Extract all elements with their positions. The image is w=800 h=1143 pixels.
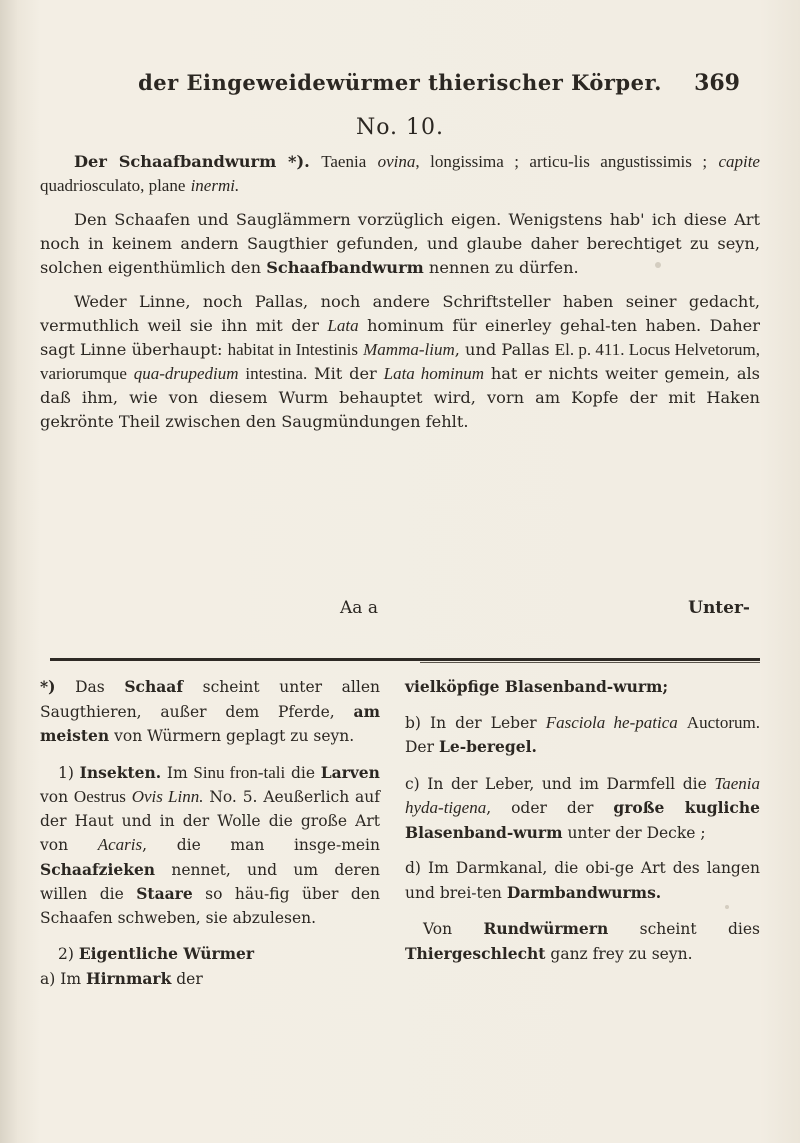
diagnosis-inermi: inermi. <box>190 176 240 195</box>
page-number: 369 <box>694 70 740 96</box>
closing-von: Von <box>423 920 453 938</box>
item-1-text-d: die <box>290 763 315 782</box>
thiergeschlecht-term: Thiergeschlecht <box>405 943 546 963</box>
diagnosis-part-2: quadriosculato, plane <box>40 176 186 195</box>
item-d-text: d) Im Darmkanal, die obi-ge Art des langen und brei-ten <box>405 859 760 902</box>
intestina-term: intestina. <box>245 364 308 383</box>
habitat-text-end: nennen zu dürfen. <box>428 258 579 277</box>
rundwuermer-term: Rundwürmern <box>483 919 609 938</box>
signature-row <box>40 598 760 624</box>
habitat-text: Den Schaafen und Sauglämmern vorzüglich eigen. Wenigstens hab' ich diese Art noch in keinem andern Saugthier gefunden, und glaube daher berechtiget zu seyn, solchen eigenthümlich den <box>40 210 760 277</box>
sinu-frontali-term: Sinu fron-tali <box>193 762 286 782</box>
larven-term: Larven <box>320 762 380 782</box>
pallas-citation: El. p. 411. Locus Helvetorum, variorumque <box>40 340 760 383</box>
section-number: No. 10. <box>355 115 445 140</box>
item-1-text-o: so häu-fig über den Schaafen schweben, sie abzulesen. <box>40 885 380 927</box>
catchword: Unter- <box>688 598 750 618</box>
lata-term: Lata <box>327 316 359 335</box>
item-1-text-k: , die man insge-mein <box>142 836 380 854</box>
footnote-intro <box>40 675 380 749</box>
acaris-term: Acaris <box>97 835 143 854</box>
taenia-hydatigena-term: Taenia hyda-tigena <box>405 773 760 817</box>
footnote-intro-e: von Würmern geplagt zu seyn. <box>114 727 355 745</box>
fasciola-hepatica-term: Fasciola he-patica <box>545 712 678 732</box>
schaaf-term: Schaaf <box>124 677 184 696</box>
species-common-name: Der Schaafbandwurm *). <box>74 152 310 171</box>
item-2-number: 2) <box>58 945 74 963</box>
footnote-item-c <box>405 772 760 846</box>
item-2a-text: a) Im <box>40 969 82 988</box>
oestrus-term: Oestrus <box>73 787 126 806</box>
footnote-closing <box>405 917 760 966</box>
footnote-item-1 <box>40 761 380 931</box>
item-c-text: c) In der Leber, und im Darmfell die <box>405 774 707 793</box>
closing-scheint: scheint dies <box>639 920 760 938</box>
blasenbandwurm-term: große kugliche Blasenband-wurm <box>405 798 760 842</box>
paper-speck <box>725 905 729 909</box>
printer-signature: Aa a <box>340 598 378 618</box>
paragraph-species-heading <box>40 150 760 198</box>
footnote-item-2 <box>40 942 380 991</box>
am-meisten-term: am meisten <box>40 701 380 745</box>
lit-text-5: hat er nichts weiter gemein, als daß ihm, wie von diesem Wurm behauptet wird, vorn am Kopfe der mit Haken gekrönte Theil zwischen den Saugmündungen fehlt. <box>40 364 760 431</box>
item-1-number: 1) <box>58 763 74 782</box>
paragraph-literature <box>40 290 760 434</box>
species-name: ovina <box>377 152 416 171</box>
lit-text-4: Mit der <box>314 364 377 383</box>
hirnmark-term: Hirnmark <box>85 968 172 988</box>
item-1-text-b: Im <box>166 763 188 782</box>
diagnosis-part: , longissima ; articu-lis angustissimis ; <box>415 152 708 171</box>
footnote-rule-thin <box>420 662 760 663</box>
habitat-quote: habitat in Intestinis <box>227 340 358 359</box>
lit-text-1: Weder Linne, noch Pallas, noch andere Schriftsteller haben seiner gedacht, vermuthlich weil sie ihn mit der <box>40 292 760 335</box>
item-1-text-f: von <box>40 788 69 806</box>
footnote-right-column <box>405 675 760 978</box>
schaafzieken-term: Schaafzieken <box>40 859 156 879</box>
running-title: der Eingeweidewürmer thierischer Körper. <box>138 70 662 95</box>
paragraph-habitat <box>40 208 760 280</box>
footnote-left-column <box>40 675 380 1003</box>
main-text <box>40 150 760 444</box>
item-c-end: unter der Decke ; <box>567 823 706 842</box>
item-c-oder: , oder der <box>486 799 594 817</box>
ovis-linn-term: Ovis Linn. <box>131 787 204 806</box>
lit-text-3: , und Pallas <box>454 340 550 359</box>
insekten-term: Insekten. <box>79 762 162 782</box>
paper-speck <box>655 262 661 268</box>
footnote-rule <box>50 658 760 661</box>
closing-end: ganz frey zu seyn. <box>550 944 693 963</box>
item-1-text-i: No. 5. Aeußerlich auf der Haut und in der Wolle die große Art von <box>40 788 380 854</box>
mammalium-term: Mamma-lium <box>363 340 455 359</box>
genus-name: Taenia <box>321 152 367 171</box>
item-2a-der: der <box>176 969 203 988</box>
schaafbandwurm-term: Schaafbandwurm <box>266 258 424 277</box>
footnote-item-b <box>405 711 760 760</box>
footnote-intro-c: scheint unter allen Saugthieren, außer dem Pferde, <box>40 678 380 721</box>
item-b-text: b) In der Leber <box>405 713 537 732</box>
footnote-item-d <box>405 857 760 905</box>
footnote-continuation: vielköpfige Blasenband-wurm; <box>405 677 669 696</box>
leberegel-term: Le-beregel. <box>438 737 537 756</box>
auctorum-term: Auctorum. <box>686 712 760 732</box>
staare-term: Staare <box>136 884 193 903</box>
page-header <box>120 70 740 104</box>
footnote-mark: *) <box>40 677 56 696</box>
footnote-intro-a: Das <box>75 678 105 696</box>
lit-text-2: hominum für einerley gehal-ten haben. Daher sagt Linne überhaupt: <box>40 316 760 359</box>
diagnosis-capite: capite <box>718 152 760 171</box>
darmbandwurm-term: Darmbandwurms. <box>506 882 662 902</box>
lata-hominum-term: Lata hominum <box>383 364 485 383</box>
item-1-text-m: nennet, und um deren willen die <box>40 860 380 903</box>
quadrupedium-term: qua-drupedium <box>133 364 239 383</box>
eigentliche-wuermer-term: Eigentliche Würmer <box>78 944 255 963</box>
item-b-der: Der <box>405 738 435 756</box>
